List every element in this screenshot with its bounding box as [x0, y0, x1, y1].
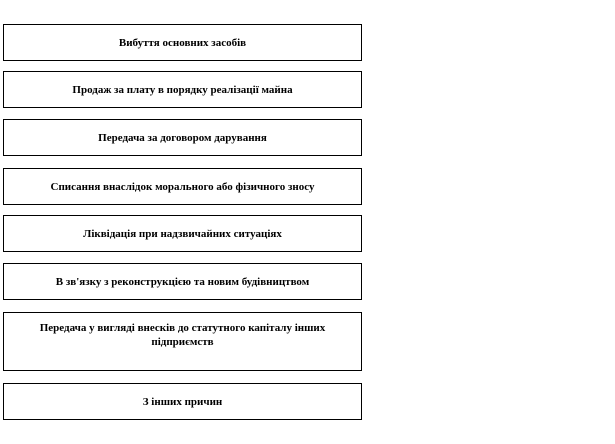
- box-reconstruction: [3, 263, 362, 300]
- box-label: Вибуття основних засобів: [118, 36, 247, 49]
- box-label: Продаж за плату в порядку реалізації майна: [72, 83, 293, 96]
- box-write-off-wear: [3, 168, 362, 205]
- box-gift-agreement: [3, 119, 362, 156]
- box-label: Передача за договором дарування: [98, 131, 267, 144]
- box-label: З інших причин: [142, 395, 223, 408]
- box-label: Передача у вигляді внесків до статутного капіталу інших підприємств: [39, 322, 326, 348]
- box-label: Ліквідація при надзвичайних ситуаціях: [83, 227, 282, 240]
- box-label: Списання внаслідок морального або фізичного зносу: [50, 180, 315, 193]
- box-sale-for-payment: [3, 71, 362, 108]
- box-capital-contribution: [3, 312, 362, 371]
- box-label: В зв'язку з реконструкцією та новим будівництвом: [55, 275, 310, 288]
- box-liquidation-emergency: [3, 215, 362, 252]
- box-fixed-assets-disposal: [3, 24, 362, 61]
- box-other-reasons: [3, 383, 362, 420]
